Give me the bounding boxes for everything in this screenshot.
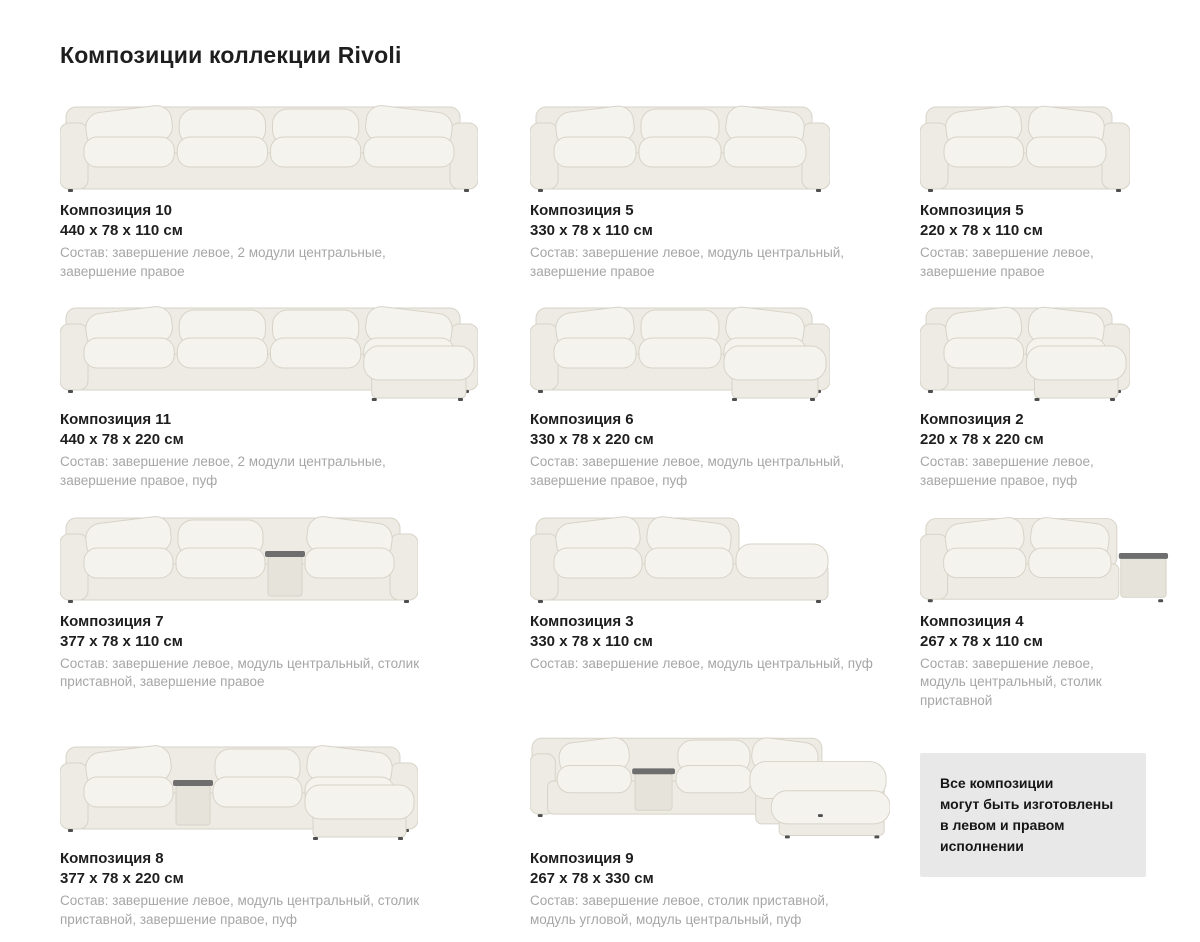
composition-dimensions: 330 x 78 x 110 см	[530, 632, 653, 650]
sofa-image	[60, 504, 500, 604]
composition-dimensions: 330 x 78 x 110 см	[530, 222, 653, 239]
composition-description: Состав: завершение левое, модуль центральный, столик приставной	[920, 655, 1102, 708]
composition-card	[530, 723, 890, 929]
composition-title: Композиция 5	[530, 202, 634, 219]
note-line: Все композиции	[940, 775, 1054, 792]
compositions-grid	[60, 93, 1200, 930]
composition-card	[530, 294, 890, 490]
note-line: в левом и правом	[940, 817, 1065, 834]
sofa-image	[530, 504, 890, 604]
note-line: могут быть изготовлены	[940, 796, 1114, 813]
composition-description: Состав: завершение левое, столик приставной, модуль угловой, модуль центральный, пуф	[530, 893, 829, 927]
composition-dimensions: 267 x 78 x 110 см	[920, 632, 1043, 650]
composition-description: Состав: завершение левое, завершение правое	[920, 245, 1094, 279]
composition-title: Композиция 5	[920, 202, 1024, 219]
composition-dimensions: 440 x 78 x 110 см	[60, 222, 183, 239]
composition-dimensions: 220 x 78 x 110 см	[920, 222, 1043, 239]
composition-card	[920, 504, 1170, 711]
sofa-image	[60, 723, 500, 841]
composition-title: Композиция 10	[60, 202, 172, 219]
composition-description: Состав: завершение левое, 2 модули центральные, завершение правое, пуф	[60, 454, 386, 488]
sofa-image	[920, 504, 1170, 604]
composition-description: Состав: завершение левое, модуль центральный, столик приставной, завершение правое, пуф	[60, 893, 420, 927]
composition-title: Композиция 9	[530, 850, 634, 868]
composition-title: Композиция 7	[60, 612, 164, 630]
composition-card	[60, 504, 500, 711]
composition-title: Композиция 4	[920, 612, 1024, 630]
composition-card	[60, 294, 500, 490]
sofa-image	[530, 294, 890, 402]
composition-card	[920, 294, 1170, 490]
composition-dimensions: 330 x 78 x 220 см	[530, 431, 654, 449]
composition-description: Состав: завершение левое, модуль центральный, завершение правое	[530, 245, 845, 279]
sofa-image	[530, 93, 890, 193]
note-line: исполнении	[940, 838, 1024, 855]
note-card	[920, 723, 1170, 929]
composition-card	[530, 93, 890, 281]
composition-description: Состав: завершение левое, модуль центральный, столик приставной, завершение правое	[60, 655, 420, 690]
composition-description: Состав: завершение левое, модуль центральный, завершение правое, пуф	[530, 454, 845, 488]
page-title: Композиции коллекции Rivoli	[60, 42, 402, 68]
composition-title: Композиция 3	[530, 612, 634, 630]
composition-title: Композиция 2	[920, 411, 1024, 429]
composition-card	[530, 504, 890, 711]
sofa-image	[60, 294, 500, 402]
sofa-image	[60, 93, 500, 193]
composition-dimensions: 440 x 78 x 220 см	[60, 431, 184, 449]
sofa-image	[920, 294, 1170, 402]
composition-description: Состав: завершение левое, завершение правое, пуф	[920, 454, 1094, 488]
composition-dimensions: 220 x 78 x 220 см	[920, 431, 1044, 449]
composition-title: Композиция 6	[530, 411, 634, 429]
composition-card	[920, 93, 1170, 281]
composition-dimensions: 377 x 78 x 220 см	[60, 870, 184, 888]
sofa-image	[920, 93, 1170, 193]
composition-title: Композиция 8	[60, 850, 164, 868]
composition-description: Состав: завершение левое, модуль центральный, пуф	[530, 655, 873, 671]
composition-dimensions: 377 x 78 x 110 см	[60, 632, 183, 650]
composition-card	[60, 723, 500, 929]
sofa-image	[530, 723, 890, 841]
composition-dimensions: 267 x 78 x 330 см	[530, 870, 654, 888]
composition-description: Состав: завершение левое, 2 модули центральные, завершение правое	[60, 245, 386, 279]
composition-title: Композиция 11	[60, 411, 172, 429]
note-box	[920, 753, 1146, 877]
composition-card	[60, 93, 500, 281]
